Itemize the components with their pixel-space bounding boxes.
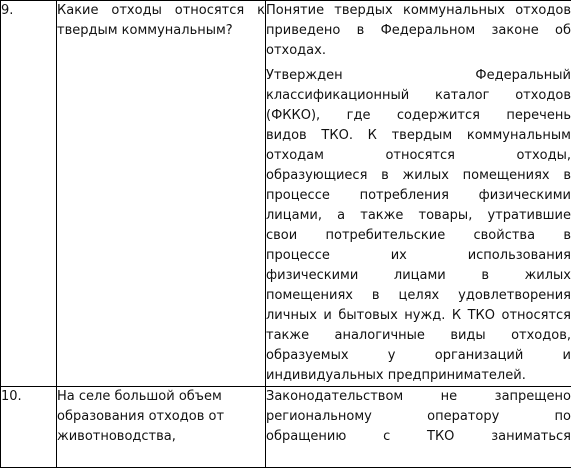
answer-line: отходам относятся отходы,: [266, 146, 571, 166]
answer-line: обращению с ТКО заниматься: [266, 427, 571, 447]
question-cell: [57, 1, 266, 387]
answer-line: процессе их использования: [266, 246, 571, 266]
answer-line: индивидуальных предпринимателей.: [266, 366, 571, 386]
question-line: образования отходов от: [57, 407, 265, 427]
answer-line: Законодательством не запрещено: [266, 387, 571, 407]
answer-line: физическими лицами в жилых: [266, 266, 571, 286]
answer-line: процессе потребления физическими: [266, 186, 571, 206]
answer-line: личных и бытовых нужд. К ТКО относятся: [266, 306, 571, 326]
question-line: На селе большой объем: [57, 387, 265, 407]
answer-line: приведено в Федеральном законе об: [266, 21, 571, 41]
row-number: 9.: [1, 1, 56, 21]
table-row: [1, 387, 571, 468]
row-number-cell: [1, 1, 57, 387]
row-number-cell: [1, 387, 57, 468]
answer-line: образуемых у организаций и: [266, 346, 571, 366]
answer-line: Понятие твердых коммунальных отходов: [266, 1, 571, 21]
answer-line: также аналогичные виды отходов,: [266, 326, 571, 346]
question-cell: [57, 387, 266, 468]
answer-line: помещениях в целях удовлетворения: [266, 286, 571, 306]
answer-line: отходах.: [266, 41, 571, 61]
table-row: [1, 1, 571, 387]
answer-cell: [266, 1, 571, 387]
question-line: твердым коммунальным?: [57, 21, 265, 41]
question-line: Какие отходы относятся к: [57, 1, 265, 21]
answer-line: свои потребительские свойства в: [266, 226, 571, 246]
answer-line: лицами, а также товары, утратившие: [266, 206, 571, 226]
answer-line: видов ТКО. К твердым коммунальным: [266, 126, 571, 146]
answer-line: Утвержден Федеральный: [266, 66, 571, 86]
row-number: 10.: [1, 387, 56, 407]
answer-line: (ФККО), где содержится перечень: [266, 106, 571, 126]
answer-line: классификационный каталог отходов: [266, 86, 571, 106]
answer-cell: [266, 387, 571, 468]
question-line: животноводства,: [57, 427, 265, 447]
answer-line: региональному оператору по: [266, 407, 571, 427]
answer-line: образующиеся в жилых помещениях в: [266, 166, 571, 186]
